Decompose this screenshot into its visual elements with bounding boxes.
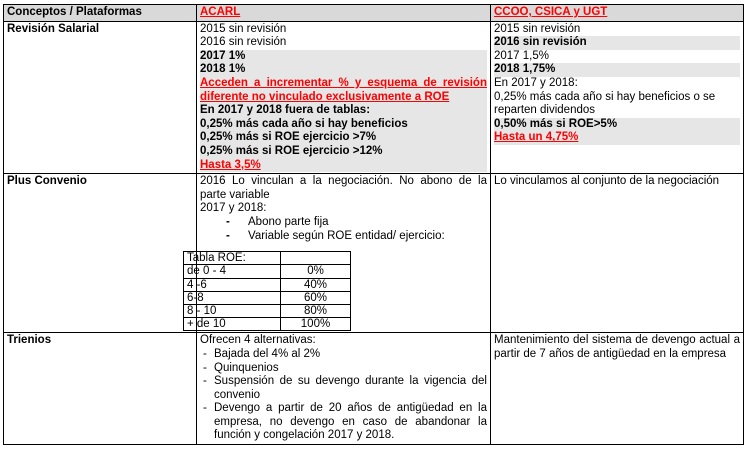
header-row	[4, 5, 744, 22]
acarl-trienios-intro: Ofrecen 4 alternativas:	[200, 334, 316, 347]
list-item: - Variable según ROE entidad/ ejercicio:	[226, 230, 487, 244]
list-item: - Abono parte fija	[226, 216, 487, 230]
acarl-rev-2015: 2015 sin revisión	[200, 22, 287, 35]
roe-title: Tabla ROE:	[184, 252, 281, 265]
ccoo-rev-benefits: 0,25% más cada año si hay beneficios o se reparten dividendos	[494, 90, 716, 117]
acarl-plus-years: 2017 y 2018:	[200, 202, 267, 215]
acarl-plus-intro: 2016 Lo vinculan a la negociación. No abono de la parte variable	[200, 175, 487, 201]
acarl-rev-roe12: 0,25% más si ROE ejercicio >12%	[200, 145, 487, 159]
row-trienios	[4, 333, 744, 445]
acarl-plus	[187, 174, 491, 333]
ccoo-rev-2015: 2015 sin revisión	[494, 22, 581, 35]
label-revision: Revisión Salarial	[4, 21, 197, 174]
ccoo-rev-roe5: 0,50% más si ROE>5%	[494, 118, 740, 132]
acarl-rev-benefits: 0,25% más cada año si hay beneficios	[200, 118, 487, 132]
label-plus: Plus Convenio	[4, 174, 197, 333]
table-row	[184, 318, 351, 331]
roe-range: de 0 - 4	[184, 265, 281, 278]
header-concepts: Conceptos / Plataformas	[4, 5, 197, 22]
roe-pct: 0%	[281, 265, 351, 278]
acarl-plus-list	[200, 216, 487, 243]
acarl-revision	[197, 21, 491, 174]
label-trienios: Trienios	[4, 333, 197, 445]
list-item: - Quinquenios	[200, 362, 487, 376]
roe-range: 8 - 10	[184, 304, 281, 317]
ccoo-revision	[491, 21, 744, 174]
acarl-rev-roe7: 0,25% más si ROE ejercicio >7%	[200, 131, 487, 145]
roe-title-row	[184, 252, 351, 265]
acarl-rev-2018: 2018 1%	[200, 63, 487, 77]
table-row	[184, 265, 351, 278]
roe-range: 4 -6	[184, 278, 281, 291]
acarl-rev-tables: En 2017 y 2018 fuera de tablas:	[200, 104, 487, 118]
header-acarl: ACARL	[197, 5, 491, 22]
roe-pct: 60%	[281, 291, 351, 304]
ccoo-trienios: Mantenimiento del sistema de devengo actual a partir de 7 años de antigüedad en la empresa	[491, 333, 744, 445]
ccoo-rev-2018: 2018 1,75%	[494, 63, 740, 77]
acarl-trienios-list	[200, 348, 487, 443]
acarl-rev-2016: 2016 sin revisión	[200, 36, 287, 49]
acarl-trienios	[197, 333, 491, 445]
comparison-table	[3, 4, 744, 445]
row-plus	[4, 174, 744, 333]
acarl-rev-note: Acceden a incrementar % y esquema de revisión diferente no vinculado exclusivamente a ROE	[200, 76, 487, 103]
roe-pct: 100%	[281, 318, 351, 331]
ccoo-rev-years: En 2017 y 2018:	[494, 76, 578, 89]
list-item: - Suspensión de su devengo durante la vigencia del convenio	[200, 375, 487, 402]
table-row	[184, 304, 351, 317]
acarl-rev-2017: 2017 1%	[200, 50, 487, 64]
ccoo-rev-2017: 2017 1,5%	[494, 49, 549, 62]
table-row	[184, 291, 351, 304]
header-ccoo: CCOO, CSICA y UGT	[491, 5, 744, 22]
ccoo-rev-2016: 2016 sin revisión	[494, 36, 740, 50]
roe-pct: 40%	[281, 278, 351, 291]
ccoo-plus: Lo vinculamos al conjunto de la negociación	[491, 174, 744, 333]
roe-table	[183, 251, 351, 331]
row-revision	[4, 21, 744, 174]
table-row	[184, 278, 351, 291]
list-item: - Bajada del 4% al 2%	[200, 348, 487, 362]
roe-pct: 80%	[281, 304, 351, 317]
acarl-rev-total: Hasta 3,5%	[200, 159, 487, 173]
ccoo-rev-total: Hasta un 4,75%	[494, 131, 740, 145]
roe-range: 6-8	[184, 291, 281, 304]
roe-range: + de 10	[184, 318, 281, 331]
list-item: - Devengo a partir de 20 años de antigüedad en la empresa, no devengo en caso de abandonar la función y congelación 2017 y 2018.	[200, 402, 487, 443]
